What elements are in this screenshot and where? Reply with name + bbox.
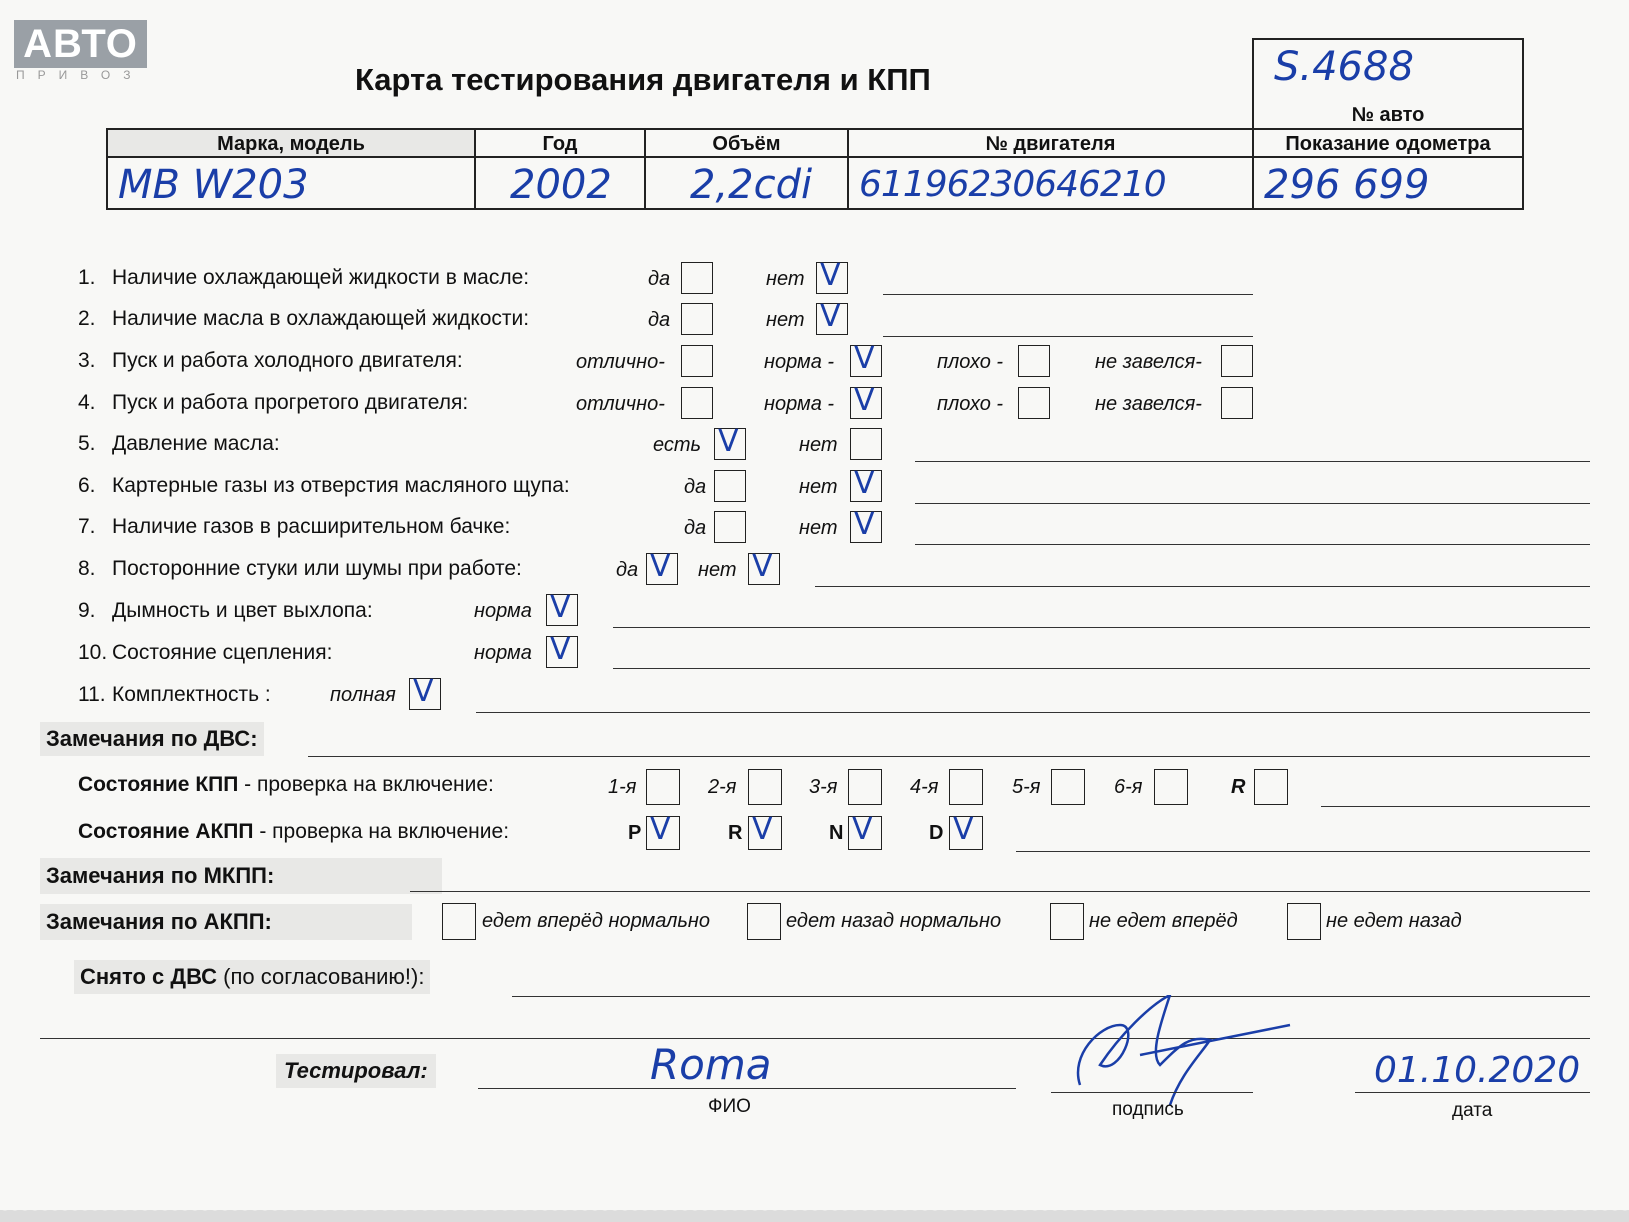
check-mark-icon: V: [752, 812, 773, 847]
mode-r-label: R: [728, 822, 743, 844]
checkbox-net-1[interactable]: [816, 258, 848, 294]
item-9: 9. Дымность и цвет выхлопа:: [78, 599, 373, 622]
checkbox-norma-9[interactable]: [546, 590, 578, 626]
auto-number-label: № авто: [1252, 100, 1524, 130]
note-line-9[interactable]: [613, 627, 1590, 628]
checkbox-mode-d[interactable]: [949, 812, 983, 850]
remarks-mkpp-label: Замечания по МКПП:: [40, 858, 442, 894]
tester-name: Roma: [650, 1040, 772, 1089]
val-model-cell: [106, 156, 476, 210]
val-model: MB W203: [118, 162, 309, 208]
checkbox-otl-4[interactable]: [681, 387, 713, 419]
opt-polnaya-11: полная: [330, 684, 396, 706]
opt-norma-4: норма -: [764, 393, 835, 415]
item-11: 11. Комплектность :: [78, 683, 271, 706]
opt-otl-3: отлично-: [576, 351, 665, 373]
val-year: 2002: [510, 162, 612, 208]
check-mark-icon: V: [550, 590, 571, 625]
note-line-5[interactable]: [915, 461, 1590, 462]
opt-net-1: нет: [766, 268, 805, 290]
checkbox-est-5[interactable]: [714, 424, 746, 460]
gear-6-label: 6-я: [1114, 776, 1143, 798]
removed-label: Снято с ДВС (по согласованию!):: [74, 960, 430, 994]
check-mark-icon: V: [413, 674, 434, 709]
opt-nezav-4: не завелся-: [1095, 393, 1202, 415]
akpp-opt-no-back: не едет назад: [1326, 910, 1462, 932]
note-line-6[interactable]: [915, 503, 1590, 504]
checkbox-da-2[interactable]: [681, 303, 713, 335]
check-mark-icon: V: [854, 507, 875, 542]
date-line[interactable]: [1355, 1092, 1590, 1093]
page-title: Карта тестирования двигателя и КПП: [355, 62, 931, 97]
checkbox-gear-6[interactable]: [1154, 769, 1188, 805]
checkbox-gear-3[interactable]: [848, 769, 882, 805]
item-5: 5. Давление масла:: [78, 432, 280, 455]
gear-r-label: R: [1231, 776, 1246, 798]
kpp-label: Состояние КПП - проверка на включение:: [78, 773, 494, 796]
item-10: 10. Состояние сцепления:: [78, 641, 333, 664]
note-line-2[interactable]: [883, 336, 1253, 337]
fio-caption: ФИО: [708, 1096, 751, 1117]
checkbox-da-1[interactable]: [681, 262, 713, 294]
checkbox-da-6[interactable]: [714, 470, 746, 502]
col-volume: Объём: [644, 128, 849, 158]
checkbox-norma-4[interactable]: [850, 383, 882, 419]
opt-da-1: да: [648, 268, 671, 290]
opt-da-2: да: [648, 309, 671, 331]
item-4: 4. Пуск и работа прогретого двигателя:: [78, 391, 469, 414]
check-mark-icon: V: [820, 299, 841, 334]
check-mark-icon: V: [852, 812, 873, 847]
checkbox-no-back[interactable]: [1287, 903, 1321, 940]
akpp-opt-back-ok: едет назад нормально: [786, 910, 1002, 932]
opt-norma-3: норма -: [764, 351, 835, 373]
remarks-akpp-label: Замечания по АКПП:: [40, 904, 412, 940]
note-line-11[interactable]: [476, 712, 1590, 713]
val-volume-cell: [644, 156, 849, 210]
val-odometer: 296 699: [1264, 162, 1430, 208]
date-caption: дата: [1452, 1100, 1493, 1121]
check-mark-icon: V: [854, 383, 875, 418]
check-mark-icon: V: [752, 549, 773, 584]
checkbox-net-6[interactable]: [850, 466, 882, 502]
checkbox-gear-r[interactable]: [1254, 769, 1288, 805]
checkbox-nezav-4[interactable]: [1221, 387, 1253, 419]
signature: [1060, 995, 1300, 1115]
col-model: Марка, модель: [106, 128, 476, 158]
opt-ploho-4: плохо -: [937, 393, 1004, 415]
gear-5-label: 5-я: [1012, 776, 1041, 798]
checkbox-back-ok[interactable]: [747, 903, 781, 940]
fio-line[interactable]: [478, 1088, 1016, 1089]
tested-label: Тестировал:: [276, 1054, 436, 1088]
col-odometer: Показание одометра: [1252, 128, 1524, 158]
checkbox-gear-4[interactable]: [949, 769, 983, 805]
logo-subtitle: ПРИВОЗ: [16, 68, 144, 82]
checkbox-ploho-3[interactable]: [1018, 345, 1050, 377]
mode-d-label: D: [929, 822, 944, 844]
item-8: 8. Посторонние стуки или шумы при работе:: [78, 557, 522, 580]
opt-net-6: нет: [799, 476, 838, 498]
checkbox-polnaya-11[interactable]: [409, 674, 441, 710]
mode-p-label: P: [628, 822, 642, 844]
opt-est-5: есть: [653, 434, 702, 456]
note-line-10[interactable]: [613, 668, 1590, 669]
checkbox-mode-r[interactable]: [748, 812, 782, 850]
remarks-dvs-line[interactable]: [308, 756, 1590, 757]
auto-number-value: S.4688: [1274, 44, 1414, 90]
checkbox-da-7[interactable]: [714, 511, 746, 543]
checkbox-otl-3[interactable]: [681, 345, 713, 377]
date-value: 01.10.2020: [1374, 1050, 1581, 1091]
checkbox-da-8[interactable]: [646, 549, 678, 585]
blank-line[interactable]: [40, 1038, 1590, 1039]
checkbox-ploho-4[interactable]: [1018, 387, 1050, 419]
val-volume: 2,2cdi: [690, 162, 813, 208]
checkbox-net-2[interactable]: [816, 299, 848, 335]
auto-number-box: [1252, 38, 1524, 102]
opt-da-8: да: [616, 559, 639, 581]
check-mark-icon: V: [550, 632, 571, 667]
check-mark-icon: V: [718, 424, 739, 459]
checkbox-norma-3[interactable]: [850, 341, 882, 377]
val-engine-cell: [847, 156, 1254, 210]
remarks-dvs-label: Замечания по ДВС:: [40, 722, 264, 756]
val-year-cell: [474, 156, 646, 210]
mode-n-label: N: [829, 822, 844, 844]
item-3: 3. Пуск и работа холодного двигателя:: [78, 349, 463, 372]
col-engine-no: № двигателя: [847, 128, 1254, 158]
check-mark-icon: V: [953, 812, 974, 847]
remarks-mkpp-line[interactable]: [410, 891, 1590, 892]
removed-line[interactable]: [512, 996, 1590, 997]
gear-3-label: 3-я: [809, 776, 838, 798]
akpp-note-line[interactable]: [1016, 851, 1590, 852]
opt-norma-9: норма: [474, 600, 532, 622]
opt-otl-4: отлично-: [576, 393, 665, 415]
check-mark-icon: V: [650, 549, 671, 584]
note-line-8[interactable]: [815, 586, 1590, 587]
checkbox-gear-2[interactable]: [748, 769, 782, 805]
opt-ploho-3: плохо -: [937, 351, 1004, 373]
avto-privoz-logo: АВТО: [14, 20, 147, 68]
kpp-note-line[interactable]: [1321, 806, 1590, 807]
item-6: 6. Картерные газы из отверстия масляного щупа:: [78, 474, 570, 497]
checkbox-norma-10[interactable]: [546, 632, 578, 668]
checkbox-net-7[interactable]: [850, 507, 882, 543]
gear-1-label: 1-я: [608, 776, 637, 798]
checkbox-net-8[interactable]: [748, 549, 780, 585]
opt-nezav-3: не завелся-: [1095, 351, 1202, 373]
opt-da-7: да: [684, 517, 707, 539]
item-2: 2. Наличие масла в охлаждающей жидкости:: [78, 307, 530, 330]
item-1: 1. Наличие охлаждающей жидкости в масле:: [78, 266, 530, 289]
signature-line[interactable]: [1051, 1092, 1253, 1093]
checkbox-mode-p[interactable]: [646, 812, 680, 850]
checkbox-gear-1[interactable]: [646, 769, 680, 805]
opt-da-6: да: [684, 476, 707, 498]
akpp-label: Состояние АКПП - проверка на включение:: [78, 820, 510, 843]
checkbox-forward-ok[interactable]: [442, 903, 476, 940]
akpp-opt-forward-ok: едет вперёд нормально: [482, 910, 711, 932]
val-odometer-cell: [1252, 156, 1524, 210]
note-line-1[interactable]: [883, 294, 1253, 295]
check-mark-icon: V: [854, 341, 875, 376]
opt-net-2: нет: [766, 309, 805, 331]
opt-net-7: нет: [799, 517, 838, 539]
checkbox-no-forward[interactable]: [1050, 903, 1084, 940]
check-mark-icon: V: [854, 466, 875, 501]
checkbox-net-5[interactable]: [850, 428, 882, 460]
checkbox-nezav-3[interactable]: [1221, 345, 1253, 377]
check-mark-icon: V: [820, 258, 841, 293]
opt-norma-10: норма: [474, 642, 532, 664]
signature-caption: подпись: [1112, 1099, 1184, 1120]
check-mark-icon: V: [650, 812, 671, 847]
col-year: Год: [474, 128, 646, 158]
val-engine-no: 61196230646210: [859, 164, 1166, 205]
item-7: 7. Наличие газов в расширительном бачке:: [78, 515, 511, 538]
checkbox-gear-5[interactable]: [1051, 769, 1085, 805]
checkbox-mode-n[interactable]: [848, 812, 882, 850]
opt-net-8: нет: [698, 559, 737, 581]
opt-net-5: нет: [799, 434, 838, 456]
akpp-opt-no-forward: не едет вперёд: [1089, 910, 1238, 932]
gear-4-label: 4-я: [910, 776, 939, 798]
gear-2-label: 2-я: [708, 776, 737, 798]
note-line-7[interactable]: [915, 544, 1590, 545]
